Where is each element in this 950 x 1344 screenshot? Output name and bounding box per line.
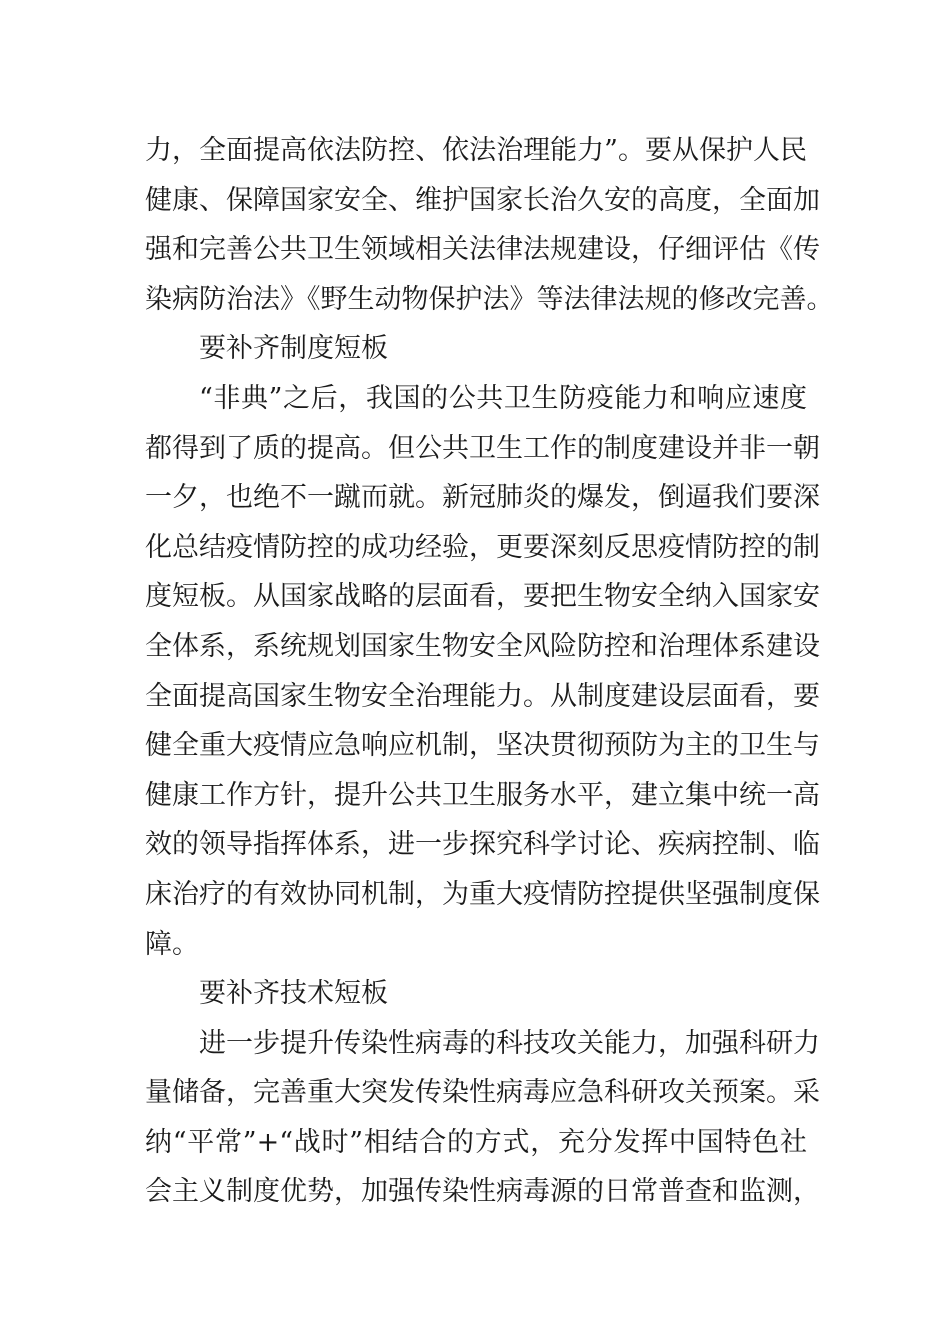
body-line: 化总结疫情防控的成功经验，更要深刻反思疫情防控的制	[145, 531, 820, 563]
body-line: 度短板。从国家战略的层面看，要把生物安全纳入国家安	[145, 581, 820, 613]
body-line: 都得到了质的提高。但公共卫生工作的制度建设并非一朝	[145, 432, 820, 464]
body-line: 量储备，完善重大突发传染性病毒应急科研攻关预案。采	[145, 1077, 820, 1109]
body-line: 纳“平常”+“战时”相结合的方式，充分发挥中国特色社	[145, 1126, 807, 1158]
section-heading-technology: 要补齐技术短板	[199, 978, 388, 1010]
body-line: 健康、保障国家安全、维护国家长治久安的高度，全面加	[145, 184, 820, 216]
body-line: 染病防治法》《野生动物保护法》等法律法规的修改完善。	[145, 283, 834, 315]
body-line: 健全重大疫情应急响应机制，坚决贯彻预防为主的卫生与	[145, 730, 820, 762]
body-line: 一夕，也绝不一蹴而就。新冠肺炎的爆发，倒逼我们要深	[145, 482, 820, 514]
body-line: “非典”之后，我国的公共卫生防疫能力和响应速度	[199, 382, 807, 414]
document-body	[145, 126, 834, 1217]
body-line: 效的领导指挥体系，进一步探究科学讨论、疾病控制、临	[145, 829, 820, 861]
body-line: 进一步提升传染性病毒的科技攻关能力，加强科研力	[199, 1027, 820, 1059]
body-line: 床治疗的有效协同机制，为重大疫情防控提供坚强制度保	[145, 878, 820, 910]
body-line: 强和完善公共卫生领域相关法律法规建设，仔细评估《传	[145, 234, 820, 266]
body-line: 障。	[145, 928, 199, 960]
section-heading-institution: 要补齐制度短板	[199, 333, 388, 365]
body-line: 全面提高国家生物安全治理能力。从制度建设层面看，要	[145, 680, 820, 712]
body-line: 会主义制度优势，加强传染性病毒源的日常普查和监测，	[145, 1176, 820, 1208]
body-line: 全体系，系统规划国家生物安全风险防控和治理体系建设	[145, 630, 820, 662]
body-line: 健康工作方针，提升公共卫生服务水平，建立集中统一高	[145, 779, 820, 811]
body-line: 力，全面提高依法防控、依法治理能力”。要从保护人民	[145, 135, 807, 166]
